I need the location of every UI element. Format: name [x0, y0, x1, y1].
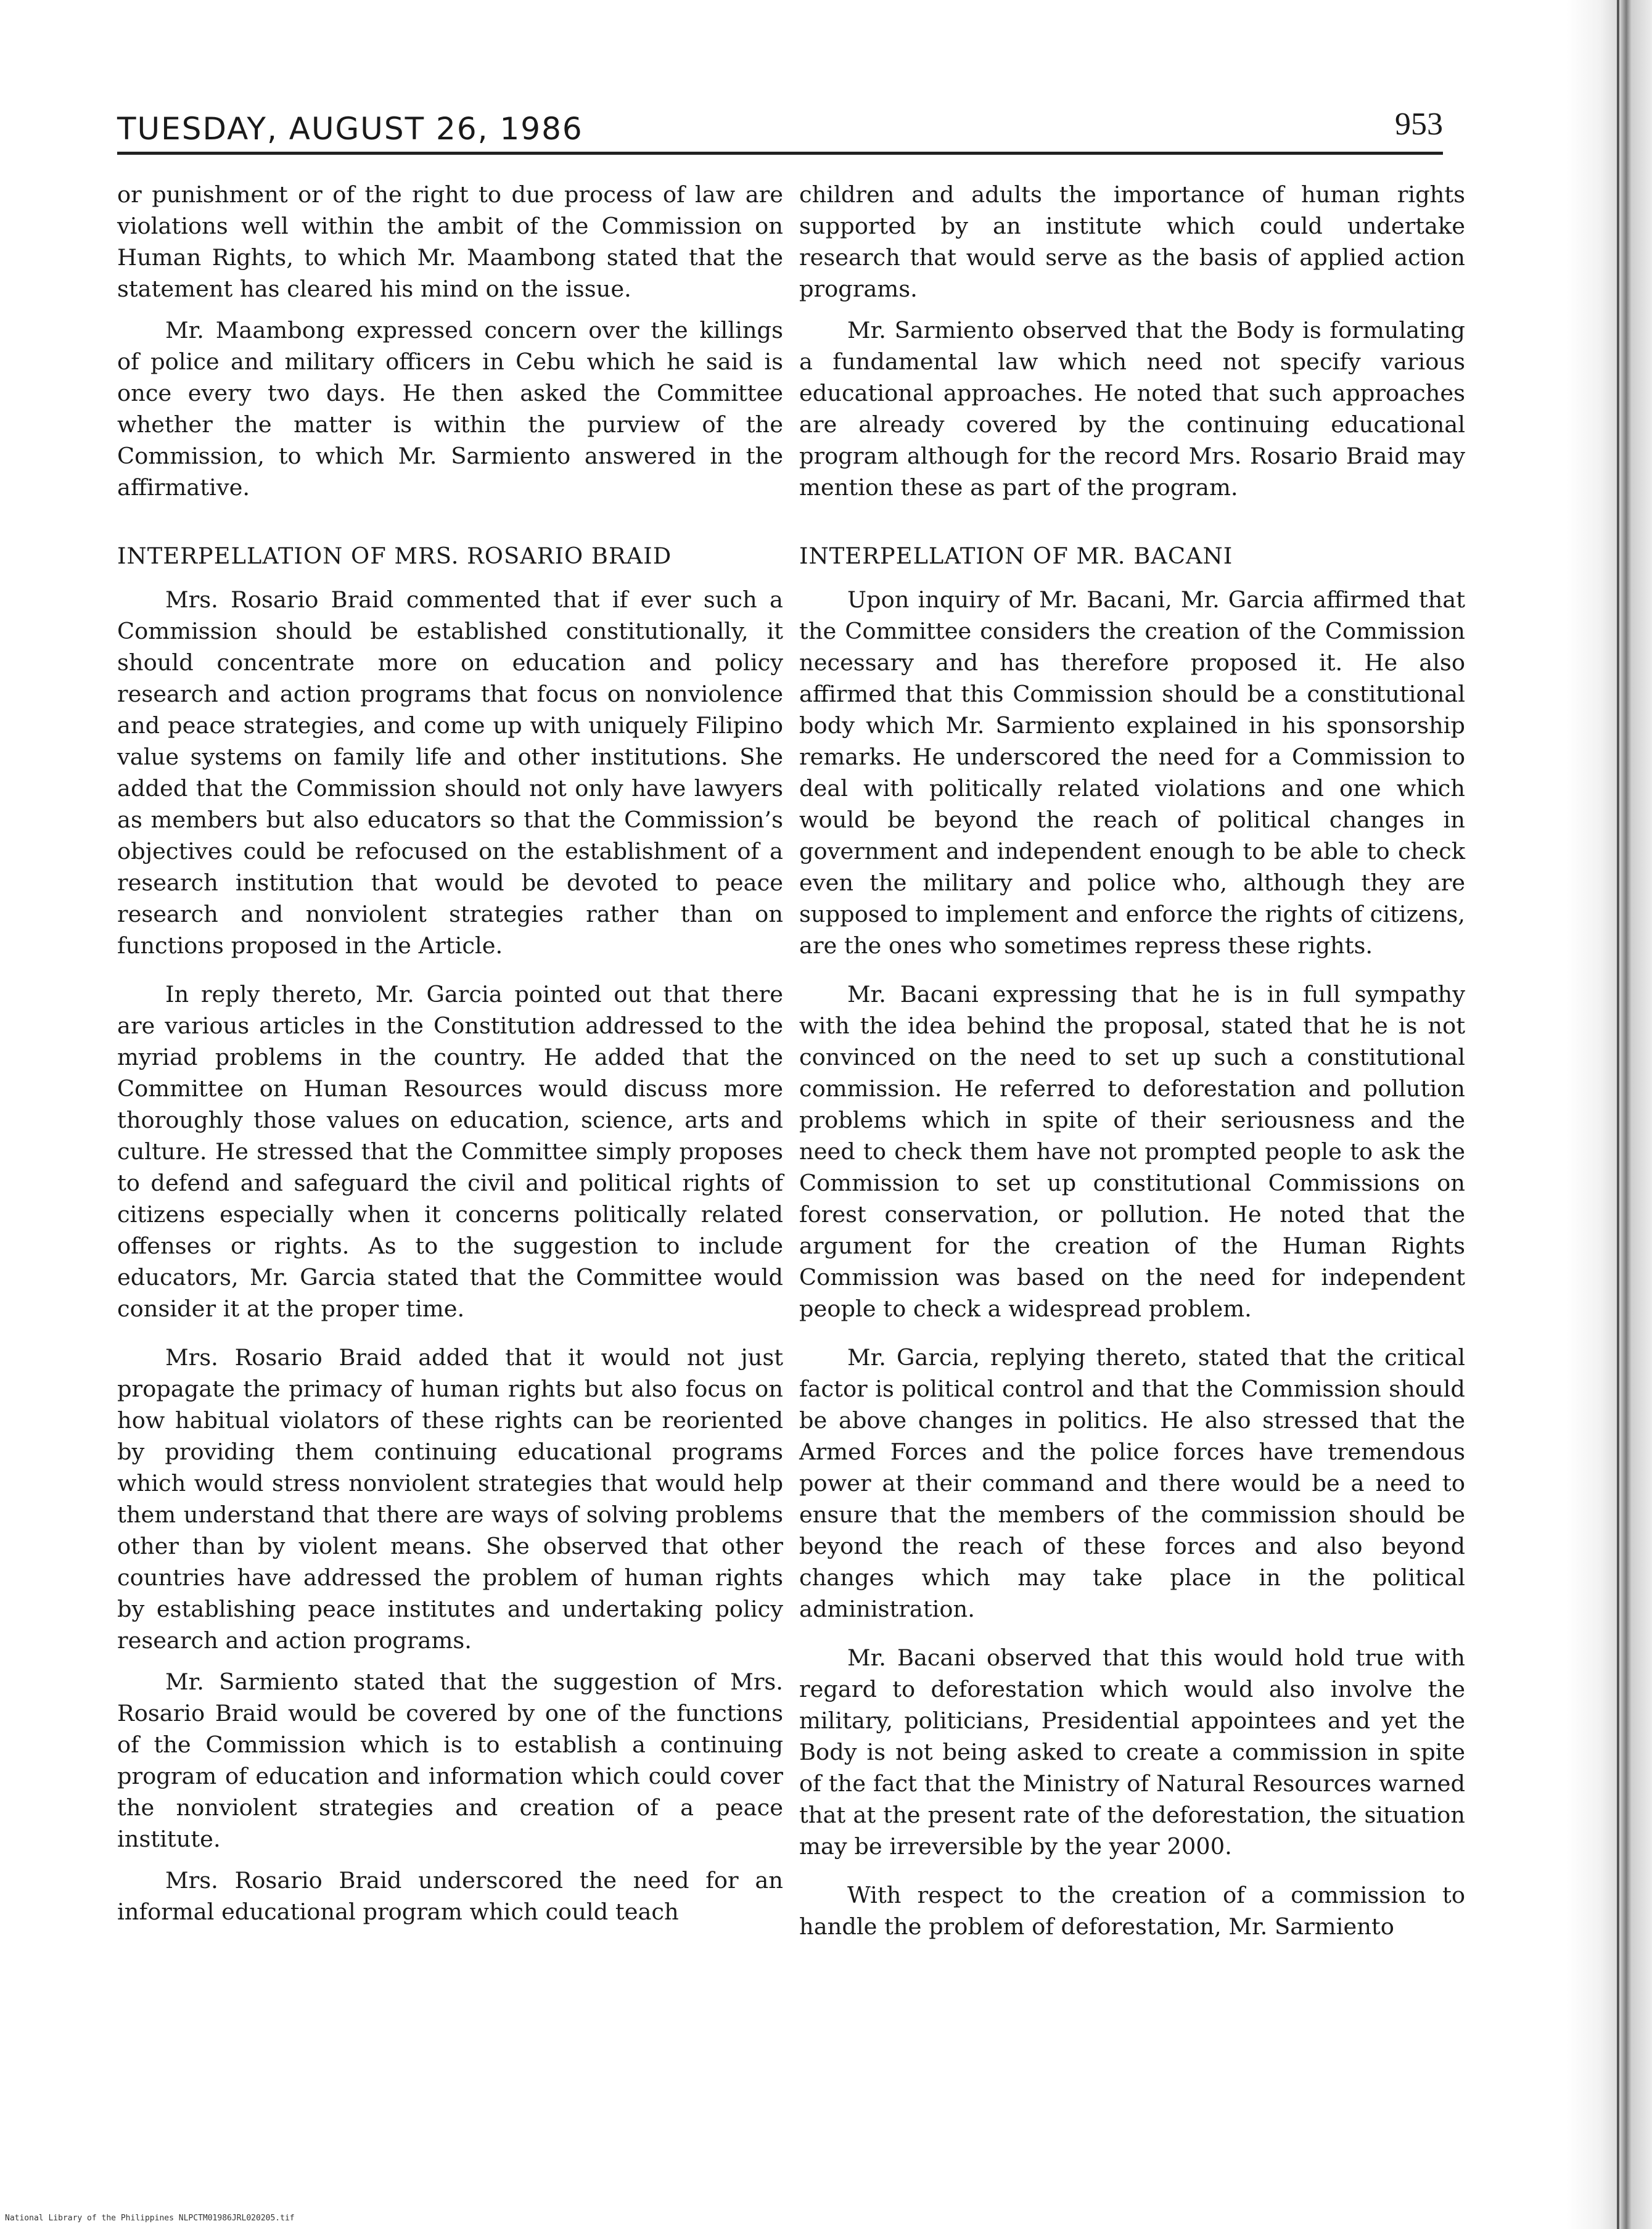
paragraph: Mrs. Rosario Braid underscored the need for an informal educational program which could teach [117, 1867, 783, 1925]
scan-footer-note: National Library of the Philippines NLPCTM01986JRL020205.tif [5, 2214, 295, 2223]
paragraph: Mr. Sarmiento observed that the Body is formulating a fundamental law which need not specify various educational approaches. He noted that such approaches are already covered by the continuing educational program although for the record Mrs. Rosario Braid may mention these as part of the program. [799, 317, 1465, 501]
paragraph: children and adults the importance of human rights supported by an institute which could undertake research that would serve as the basis of applied action programs. [799, 181, 1465, 302]
paragraph: Mr. Sarmiento stated that the suggestion of Mrs. Rosario Braid would be covered by one of the functions of the Commission which is to establish a continuing program of education and information which could cover the nonviolent strategies and creation of a peace institute. [117, 1669, 783, 1852]
paragraph: With respect to the creation of a commission to handle the problem of deforestation, Mr. Sarmiento [799, 1882, 1465, 1940]
section-heading: INTERPELLATION OF MR. BACANI [799, 543, 1233, 569]
paragraph: In reply thereto, Mr. Garcia pointed out that there are various articles in the Constitution addressed to the myriad problems in the country. He added that the Committee on Human Resources would discuss more thoroughly those values on education, science, arts and culture. He stressed that the Committee simply proposes to defend and safeguard the civil and political rights of citizens especially when it concerns politically related offenses or rights. As to the suggestion to include educators, Mr. Garcia stated that the Committee would consider it at the proper time. [117, 981, 783, 1322]
paragraph: Mr. Bacani expressing that he is in full sympathy with the idea behind the proposal, stated that he is not convinced on the need to set up such a constitutional commission. He referred to deforestation and pollution problems which in spite of their seriousness and the need to check them have not prompted people to ask the Commission to set up constitutional Commissions on forest conservation, or pollution. He noted that the argument for the creation of the Human Rights Commission was based on the need for independent people to check a widespread problem. [799, 981, 1465, 1322]
paragraph: Mrs. Rosario Braid added that it would not just propagate the primacy of human rights but also focus on how habitual violators of these rights can be reoriented by providing them continuing educational programs which would stress nonviolent strategies that would help them understand that there are ways of solving problems other than by violent means. She observed that other countries have addressed the problem of human rights by establishing peace institutes and undertaking policy research and action programs. [117, 1344, 783, 1654]
paragraph: Upon inquiry of Mr. Bacani, Mr. Garcia affirmed that the Committee considers the creation of the Commission necessary and has therefore proposed it. He also affirmed that this Commission should be a constitutional body which Mr. Sarmiento explained in his sponsorship remarks. He underscored the need for a Commission to deal with politically related violations and one which would be beyond the reach of political changes in government and independent enough to be able to check even the military and police who, although they are supposed to implement and enforce the rights of citizens, are the ones who sometimes repress these rights. [799, 586, 1465, 959]
paragraph: Mr. Maambong expressed concern over the killings of police and military officers in Cebu which he said is once every two days. He then asked the Committee whether the matter is within the purview of the Commission, to which Mr. Sarmiento answered in the affirmative. [117, 317, 783, 501]
running-header-date: TUESDAY, AUGUST 26, 1986 [117, 111, 583, 147]
paragraph: Mr. Bacani observed that this would hold true with regard to deforestation which would also involve the military, politicians, Presidential appointees and yet the Body is not being asked to create a commission in spite of the fact that the Ministry of Natural Resources warned that at the present rate of the deforestation, the situation may be irreversible by the year 2000. [799, 1644, 1465, 1860]
paragraph: or punishment or of the right to due process of law are violations well within the ambit of the Commission on Human Rights, to which Mr. Maambong stated that the statement has cleared his mind on the issue. [117, 181, 783, 302]
page-number: 953 [1395, 107, 1443, 142]
paragraph: Mrs. Rosario Braid commented that if ever such a Commission should be established constitutionally, it should concentrate more on education and policy research and action programs that focus on nonviolence and peace strategies, and come up with uniquely Filipino value systems on family life and other institutions. She added that the Commission should not only have lawyers as members but also educators so that the Commission’s objectives could be refocused on the establishment of a research institution that would be devoted to peace research and nonviolent strategies rather than on functions proposed in the Article. [117, 586, 783, 959]
paragraph: Mr. Garcia, replying thereto, stated that the critical factor is political control and that the Commission should be above changes in politics. He also stressed that the Armed Forces and the police forces have tremendous power at their command and there would be a need to ensure that the members of the commission should be beyond the reach of these forces and also beyond changes which may take place in the political administration. [799, 1344, 1465, 1622]
left-column [117, 179, 783, 1927]
header-rule [117, 152, 1443, 155]
right-column [799, 179, 1465, 1942]
scan-binding-line [1617, 0, 1619, 2229]
scan-binding-edge [1566, 0, 1652, 2229]
section-heading: INTERPELLATION OF MRS. ROSARIO BRAID [117, 543, 672, 569]
